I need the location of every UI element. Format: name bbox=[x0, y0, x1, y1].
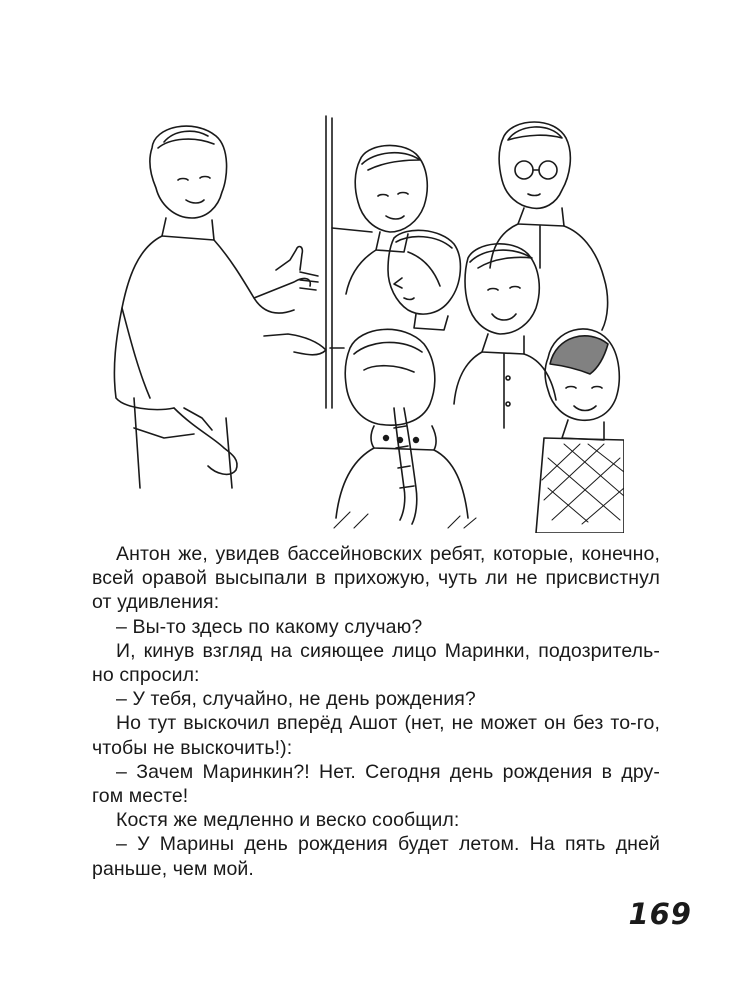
page-number: 169 bbox=[628, 897, 692, 931]
dialogue-line: – У тебя, случайно, не день рождения? bbox=[116, 688, 476, 711]
paragraph: Но тут выскочил вперёд Ашот (нет, не может он без то-го, чтобы не выскочить!): bbox=[92, 712, 660, 759]
girl-back-drawing bbox=[336, 329, 468, 524]
story-text bbox=[92, 542, 660, 881]
girl-dark-hair-drawing bbox=[536, 329, 624, 533]
dialogue-line: – У Марины день рождения будет летом. На пять дней раньше, чем мой. bbox=[92, 833, 660, 880]
paragraph: Костя же медленно и веско сообщил: bbox=[116, 809, 460, 832]
doorway-drawing bbox=[326, 116, 372, 408]
boy-glasses-drawing bbox=[490, 122, 608, 330]
dialogue-line: – Зачем Маринкин?! Нет. Сегодня день рождения в дру-гом месте! bbox=[92, 760, 660, 808]
paragraph: И, кинув взгляд на сияющее лицо Маринки, подозритель-но спросил: bbox=[92, 639, 660, 687]
paragraph: Антон же, увидев бассейновских ребят, которые, конечно, всей оравой высыпали в прихожую, чуть ли не присвистнул от удивления: bbox=[92, 543, 660, 614]
boy-center-drawing bbox=[346, 145, 440, 294]
illustration-children-in-hallway bbox=[104, 108, 624, 533]
girl-center-drawing bbox=[388, 230, 460, 330]
boy-smiling-drawing bbox=[454, 244, 556, 428]
anton-drawing bbox=[114, 126, 326, 488]
floor-strokes-drawing bbox=[334, 512, 476, 528]
dialogue-line: – Вы-то здесь по какому случаю? bbox=[116, 615, 423, 638]
